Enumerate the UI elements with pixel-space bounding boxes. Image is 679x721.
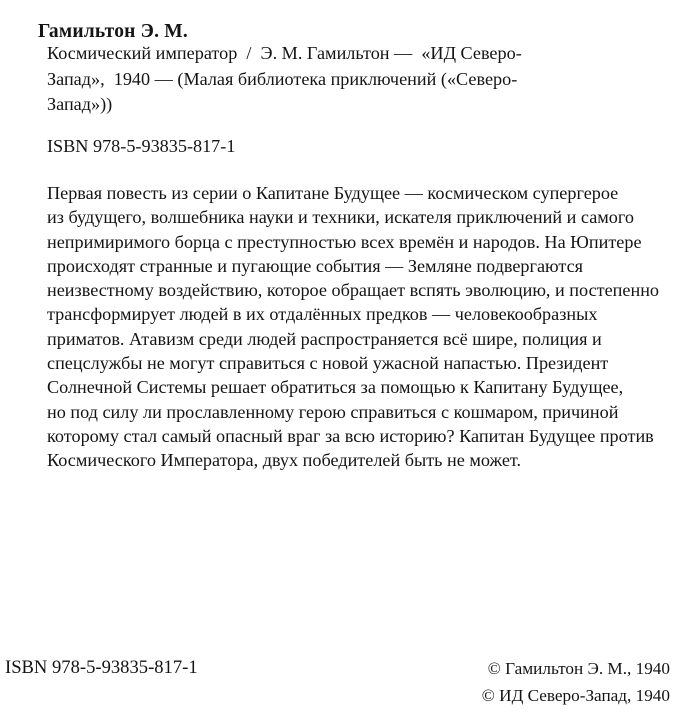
annotation-line: неизвестному воздействию, которое обращает вспять эволюцию, и постепенно: [47, 280, 660, 301]
annotation-line: Космического Императора, двух победителей быть не может.: [47, 450, 522, 471]
annotation-line: непримиримого борца с преступностью всех времён и народов. На Юпитере: [47, 231, 642, 252]
copyright-line-author: © Гамильтон Э. М., 1940: [487, 659, 670, 678]
biblio-line: Космический император / Э. М. Гамильтон — «ИД Северо-: [47, 43, 522, 63]
author-heading: Гамильтон Э. М.: [38, 21, 188, 43]
isbn-top: ISBN 978-5-93835-817-1: [47, 136, 236, 156]
annotation-line: из будущего, волшебника науки и техники, искателя приключений и самого: [47, 207, 634, 228]
isbn-bottom: ISBN 978-5-93835-817-1: [5, 657, 198, 678]
annotation-paragraph: [47, 181, 660, 473]
annotation-line: Первая повесть из серии о Капитане Будущее — космическом супергерое: [47, 183, 619, 203]
annotation-line: приматов. Атавизм среди людей распространяется всё шире, полиция и: [47, 328, 602, 349]
copyright-line-publisher: © ИД Северо-Запад, 1940: [481, 686, 670, 705]
page-footer: [0, 655, 679, 721]
annotation-line: но под силу ли прославленному герою справиться с кошмаром, причиной: [47, 401, 619, 422]
annotation-line: спецслужбы не могут справиться с новой ужасной напастью. Президент: [47, 353, 609, 374]
copyright-block: [482, 655, 670, 709]
bibliographic-description: [47, 41, 647, 118]
biblio-line: Запад», 1940 — (Малая библиотека приключений («Северо-: [47, 68, 518, 89]
annotation-line: трансформирует людей в их отдалённых предков — человекообразных: [47, 304, 598, 325]
biblio-line: Запад»)): [47, 94, 113, 115]
annotation-line: Солнечной Системы решает обратиться за помощью к Капитану Будущее,: [47, 377, 624, 398]
annotation-line: которому стал самый опасный враг за всю историю? Капитан Будущее против: [47, 425, 654, 446]
annotation-line: происходят странные и пугающие события — Земляне подвергаются: [47, 255, 584, 276]
